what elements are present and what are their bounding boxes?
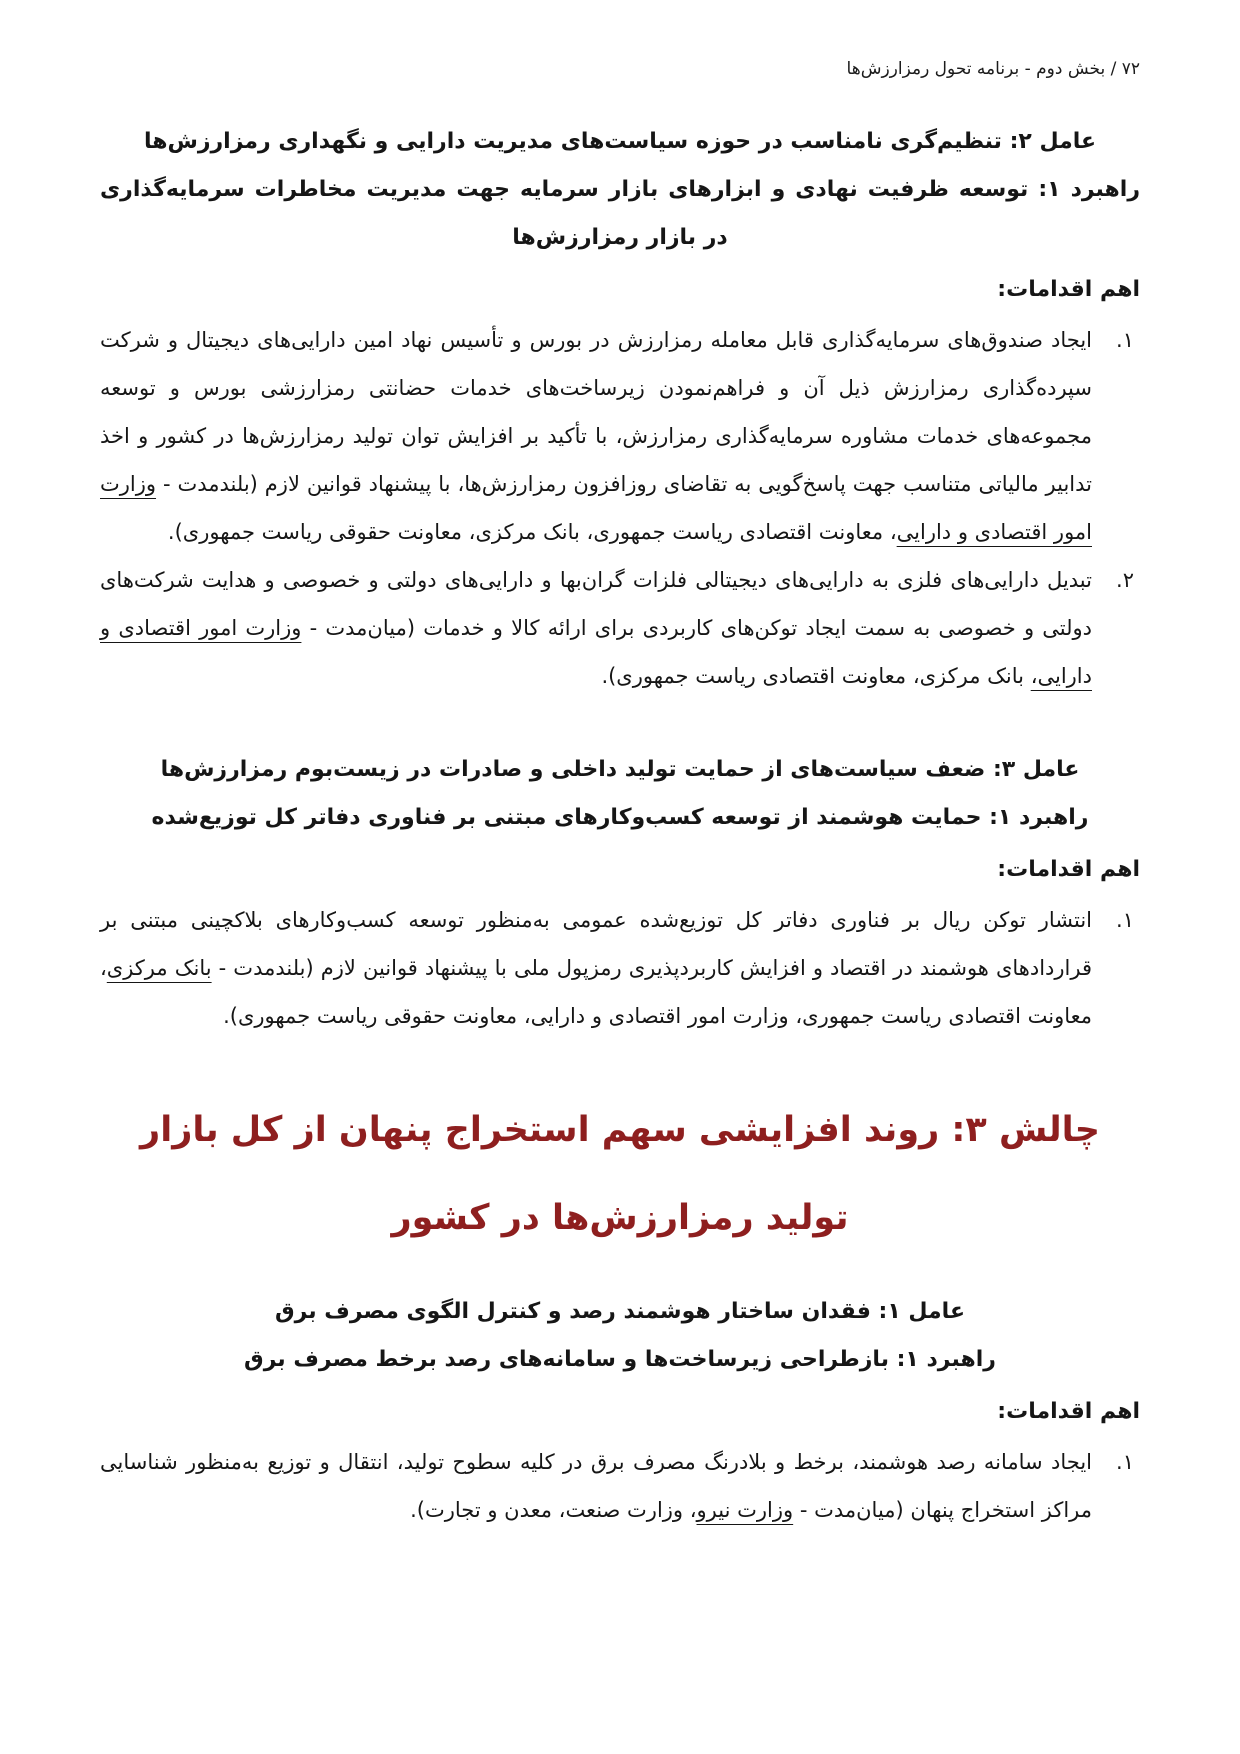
strategy-title: راهبرد ۱: حمایت هوشمند از توسعه کسب‌وکارهای مبتنی بر فناوری دفاتر کل توزیع‌شده bbox=[151, 805, 1089, 830]
item-text-after: ، معاونت اقتصادی ریاست جمهوری، بانک مرکزی، معاونت حقوقی ریاست جمهوری). bbox=[167, 520, 897, 544]
factor-title: عامل ۲: تنظیم‌گری نامناسب در حوزه سیاست‌های مدیریت دارایی و نگهداری رمزارزش‌ها bbox=[143, 129, 1097, 154]
action-list bbox=[100, 316, 1140, 700]
strategy-title: راهبرد ۱: توسعه ظرفیت نهادی و ابزارهای بازار سرمایه جهت مدیریت مخاطرات سرمایه‌گذاری در بازار رمزارزش‌ها bbox=[100, 177, 1140, 250]
item-text-before: ایجاد سامانه رصد هوشمند، برخط و بلادرنگ مصرف برق در کلیه سطوح تولید، انتقال و توزیع به‌منظور شناسایی مراکز استخراج پنهان (میان‌مدت - bbox=[100, 1450, 1092, 1522]
action-list bbox=[100, 1438, 1140, 1534]
item-text bbox=[100, 316, 1092, 556]
underlined-ministry: وزارت امور اقتصادی و دارایی، bbox=[100, 616, 1092, 688]
challenge-heading: چالش ۳: روند افزایشی سهم استخراج پنهان از کل بازار تولید رمزارزش‌ها در کشور bbox=[140, 1110, 1100, 1238]
item-number: ۱. bbox=[1116, 328, 1134, 352]
item-text-after: ، وزارت صنعت، معدن و تجارت). bbox=[410, 1498, 697, 1522]
item-text bbox=[100, 896, 1092, 1040]
strategy-title: راهبرد ۱: بازطراحی زیرساخت‌ها و سامانه‌های رصد برخط مصرف برق bbox=[244, 1347, 996, 1372]
underlined-ministry: وزارت نیرو bbox=[696, 1498, 794, 1522]
item-text-before: ایجاد صندوق‌های سرمایه‌گذاری قابل معامله رمزارزش در بورس و تأسیس نهاد امین دارایی‌های دیجیتال و شرکت سپرده‌گذاری رمزارزش ذیل آن و فراهم‌نمودن زیرساخت‌های خدمات حضانتی رمزارزشی بورس و توسعه مجموعه‌های خدمات مشاوره سرمایه‌گذاری رمزارزش، با تأکید بر افزایش توان تولید رمزارزش‌ها در کشور و اخذ تدابیر مالیاتی متناسب جهت پاسخ‌گویی به تقاضای روزافزون رمزارزش‌ها، با پیشنهاد قوانین لازم (بلندمدت - bbox=[100, 328, 1092, 496]
item-number: ۱. bbox=[1116, 908, 1134, 932]
actions-label: اهم اقدامات: bbox=[997, 277, 1140, 302]
action-item bbox=[100, 556, 1140, 700]
underlined-ministry: بانک مرکزی bbox=[106, 956, 212, 980]
item-text-before: تبدیل دارایی‌های فلزی به دارایی‌های دیجیتالی فلزات گران‌بها و دارایی‌های دولتی و خصوصی و هدایت شرکت‌های دولتی و خصوصی به سمت ایجاد توکن‌های کاربردی برای ارائه کالا و خدمات (میان‌مدت - bbox=[100, 568, 1093, 640]
factor-title: عامل ۳: ضعف سیاست‌های از حمایت تولید داخلی و صادرات در زیست‌بوم رمزارزش‌ها bbox=[160, 757, 1080, 782]
item-text bbox=[100, 556, 1092, 700]
item-text bbox=[100, 1438, 1092, 1534]
item-text-after: بانک مرکزی، معاونت اقتصادی ریاست جمهوری). bbox=[601, 664, 1031, 688]
item-text-before: انتشار توکن ریال بر فناوری دفاتر کل توزیع‌شده عمومی به‌منظور توسعه کسب‌وکارهای بلاکچینی مبتنی بر قراردادهای هوشمند در اقتصاد و افزایش کاربردپذیری رمزپول ملی با پیشنهاد قوانین لازم (بلندمدت - bbox=[100, 908, 1092, 980]
actions-label: اهم اقدامات: bbox=[997, 1399, 1140, 1424]
action-item bbox=[100, 896, 1140, 1040]
item-text-after: ، معاونت اقتصادی ریاست جمهوری، وزارت امور اقتصادی و دارایی، معاونت حقوقی ریاست جمهوری). bbox=[100, 956, 1092, 1028]
section-factor-2 bbox=[100, 118, 1140, 700]
item-number: ۲. bbox=[1116, 568, 1134, 592]
item-number: ۱. bbox=[1116, 1450, 1134, 1474]
underlined-ministry: وزارت امور اقتصادی و دارایی bbox=[100, 472, 1092, 544]
action-item bbox=[100, 1438, 1140, 1534]
actions-label: اهم اقدامات: bbox=[997, 857, 1140, 882]
page-header: ۷۲ / بخش دوم - برنامه تحول رمزارزش‌ها bbox=[846, 59, 1140, 79]
action-list bbox=[100, 896, 1140, 1040]
factor-title: عامل ۱: فقدان ساختار هوشمند رصد و کنترل الگوی مصرف برق bbox=[275, 1299, 965, 1324]
action-item bbox=[100, 316, 1140, 556]
section-factor-3 bbox=[100, 746, 1140, 1040]
section-factor-1 bbox=[100, 1288, 1140, 1534]
